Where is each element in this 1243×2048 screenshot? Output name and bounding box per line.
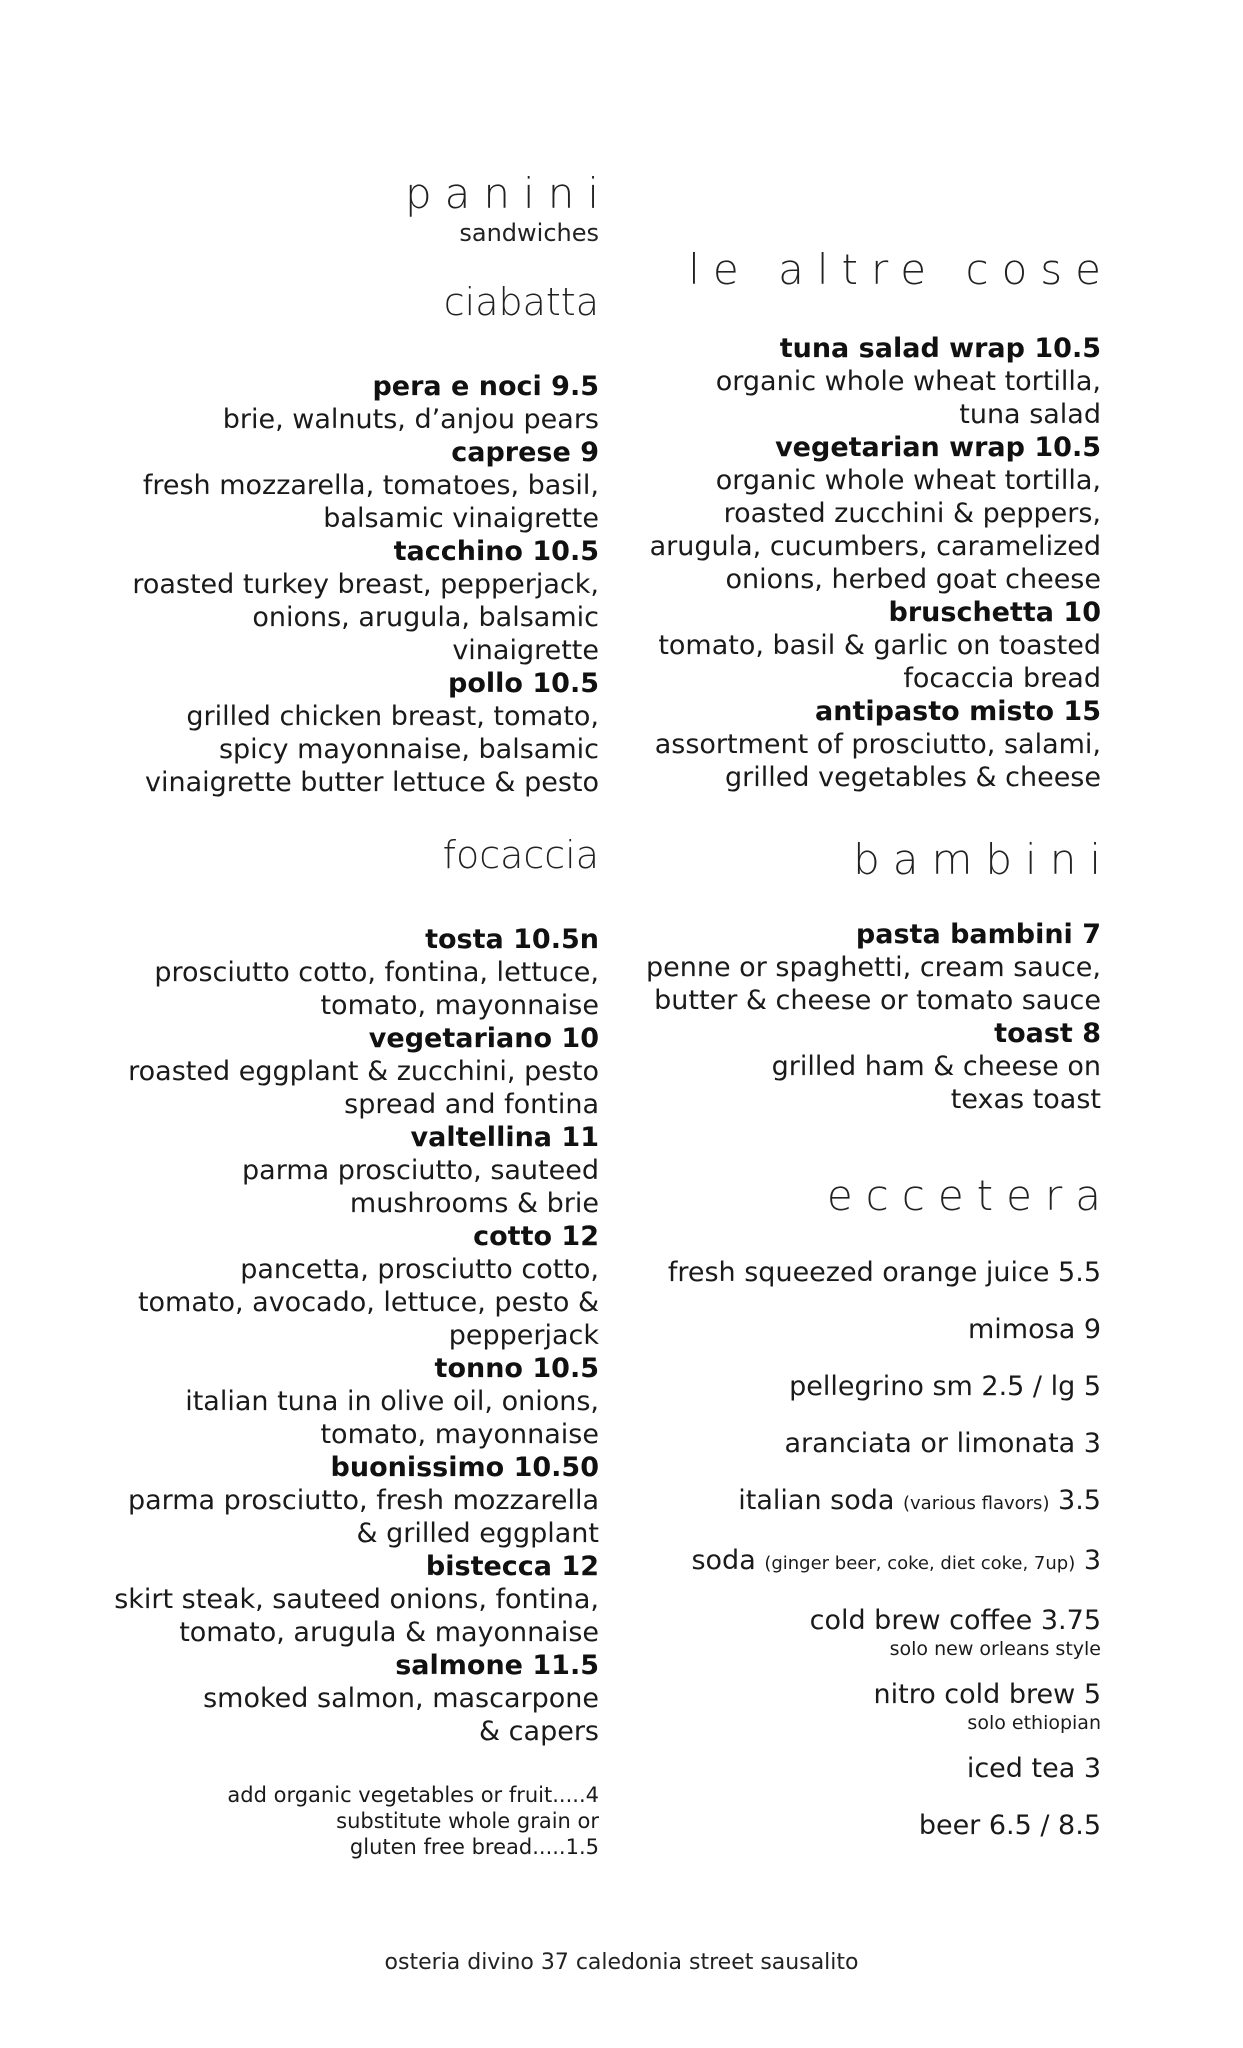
menu-item-name: pollo 10.5 [448,668,599,700]
menu-item-desc: tomato, mayonnaise [320,1419,599,1451]
menu-item-desc: & capers [479,1716,599,1748]
menu-item-desc: arugula, cucumbers, caramelized [649,531,1101,563]
note-line: substitute whole grain or [336,1809,599,1834]
menu-item-name: toast 8 [994,1018,1101,1050]
menu-item-desc: fresh mozzarella, tomatoes, basil, [142,470,599,502]
menu-item-desc: prosciutto cotto, fontina, lettuce, [154,957,599,989]
menu-item-desc: onions, herbed goat cheese [725,564,1101,596]
drink-subtext: solo ethiopian [967,1712,1101,1735]
menu-item-name: bruschetta 10 [888,597,1101,629]
menu-item-name: buonissimo 10.50 [330,1452,599,1484]
menu-item-desc: tomato, avocado, lettuce, pesto & [137,1287,599,1319]
drink-price: 3 [1075,1545,1101,1577]
drink-item [561,1486,1101,1519]
menu-item-desc: roasted zucchini & peppers, [723,498,1101,530]
note-line: gluten free bread.....1.5 [349,1835,599,1860]
menu-item-desc: butter & cheese or tomato sauce [654,985,1101,1017]
menu-item-desc: vinaigrette butter lettuce & pesto [145,767,599,799]
drink-subtext: solo new orleans style [889,1638,1101,1661]
menu-item-name: salmone 11.5 [395,1650,599,1682]
drink-item [561,1680,1101,1734]
panini-addons-note [79,1782,599,1860]
menu-item-desc: italian tuna in olive oil, onions, [185,1386,599,1418]
menu-item-desc: tomato, basil & garlic on toasted [658,630,1101,662]
menu-item-desc: tomato, mayonnaise [320,990,599,1022]
menu-item-desc: organic whole wheat tortilla, [715,366,1101,398]
drink-item: aranciata or limonata 3 [784,1428,1101,1460]
menu-item-name: tosta 10.5n [425,924,599,956]
menu-item-name: tuna salad wrap 10.5 [779,333,1101,365]
drink-item: pellegrino sm 2.5 / lg 5 [789,1371,1101,1403]
menu-item-desc: focaccia bread [903,663,1101,695]
menu-item-desc: pancetta, prosciutto cotto, [240,1254,599,1286]
menu-item-desc: tomato, arugula & mayonnaise [179,1617,599,1649]
bambini-list [561,918,1101,1116]
bambini-title: bambini [853,835,1114,885]
eccetera-title: eccetera [826,1171,1114,1221]
drink-name: cold brew coffee 3.75 [809,1605,1101,1637]
drink-item: mimosa 9 [968,1314,1101,1346]
menu-item-desc: balsamic vinaigrette [323,503,599,535]
menu-item-name: vegetariano 10 [368,1023,599,1055]
drink-price: 3.5 [1049,1485,1101,1517]
menu-item-name: antipasto misto 15 [815,696,1101,728]
menu-item-name: caprese 9 [451,437,599,469]
drink-name: italian soda [738,1485,903,1517]
menu-item-desc: brie, walnuts, d’anjou pears [222,404,599,436]
menu-item-desc: vinaigrette [452,635,599,667]
altre-title: le altre cose [688,245,1114,294]
menu-item-desc: pepperjack [448,1320,599,1352]
altre-list [561,332,1101,794]
menu-item-desc: tuna salad [959,399,1101,431]
drink-name: nitro cold brew 5 [873,1679,1101,1711]
menu-item-desc: & grilled eggplant [356,1518,599,1550]
menu-item-desc: onions, arugula, balsamic [252,602,599,634]
note-line: add organic vegetables or fruit.....4 [227,1783,599,1808]
menu-item-name: pera e noci 9.5 [372,371,599,403]
menu-item-name: tacchino 10.5 [393,536,599,568]
menu-item-desc: grilled chicken breast, tomato, [186,701,599,733]
menu-item-desc: organic whole wheat tortilla, [715,465,1101,497]
ciabatta-title: ciabatta [443,280,599,325]
eccetera-list [561,1258,1101,1841]
focaccia-title: focaccia [442,833,599,878]
panini-title: panini [405,169,612,218]
drink-item: fresh squeezed orange juice 5.5 [667,1257,1101,1289]
drink-item: iced tea 3 [966,1753,1101,1785]
altre-column [561,245,1114,1868]
drink-note: (ginger beer, coke, diet coke, 7up) [764,1553,1076,1575]
panini-column [79,169,612,1860]
menu-item-desc: smoked salmon, mascarpone [203,1683,599,1715]
panini-subtitle: sandwiches [459,219,599,248]
menu-item-desc: texas toast [950,1084,1101,1116]
menu-item-desc: grilled vegetables & cheese [725,762,1101,794]
menu-item-desc: penne or spaghetti, cream sauce, [646,952,1101,984]
drink-item [561,1546,1101,1579]
menu-item-desc: roasted eggplant & zucchini, pesto [128,1056,599,1088]
menu-item-desc: spread and fontina [344,1089,599,1121]
menu-item-name: valtellina 11 [410,1122,599,1154]
menu-item-desc: parma prosciutto, fresh mozzarella [127,1485,599,1517]
menu-item-desc: assortment of prosciutto, salami, [654,729,1101,761]
footer-address: osteria divino 37 caledonia street sausalito [384,1950,859,1975]
drink-item [561,1606,1101,1660]
menu-item-name: vegetarian wrap 10.5 [775,432,1101,464]
ciabatta-list [79,370,599,799]
menu-item-desc: spicy mayonnaise, balsamic [218,734,599,766]
drink-name: soda [691,1545,765,1577]
menu-item-name: bistecca 12 [425,1551,599,1583]
focaccia-list [79,923,599,1748]
drink-item: beer 6.5 / 8.5 [918,1810,1101,1842]
menu-item-desc: skirt steak, sauteed onions, fontina, [114,1584,599,1616]
drink-note: (various flavors) [903,1493,1050,1515]
menu-item-desc: grilled ham & cheese on [771,1051,1101,1083]
menu-item-desc: mushrooms & brie [349,1188,599,1220]
menu-item-desc: parma prosciutto, sauteed [242,1155,599,1187]
menu-item-name: cotto 12 [473,1221,599,1253]
menu-item-desc: roasted turkey breast, pepperjack, [132,569,599,601]
menu-item-name: pasta bambini 7 [855,919,1101,951]
menu-item-name: tonno 10.5 [434,1353,599,1385]
